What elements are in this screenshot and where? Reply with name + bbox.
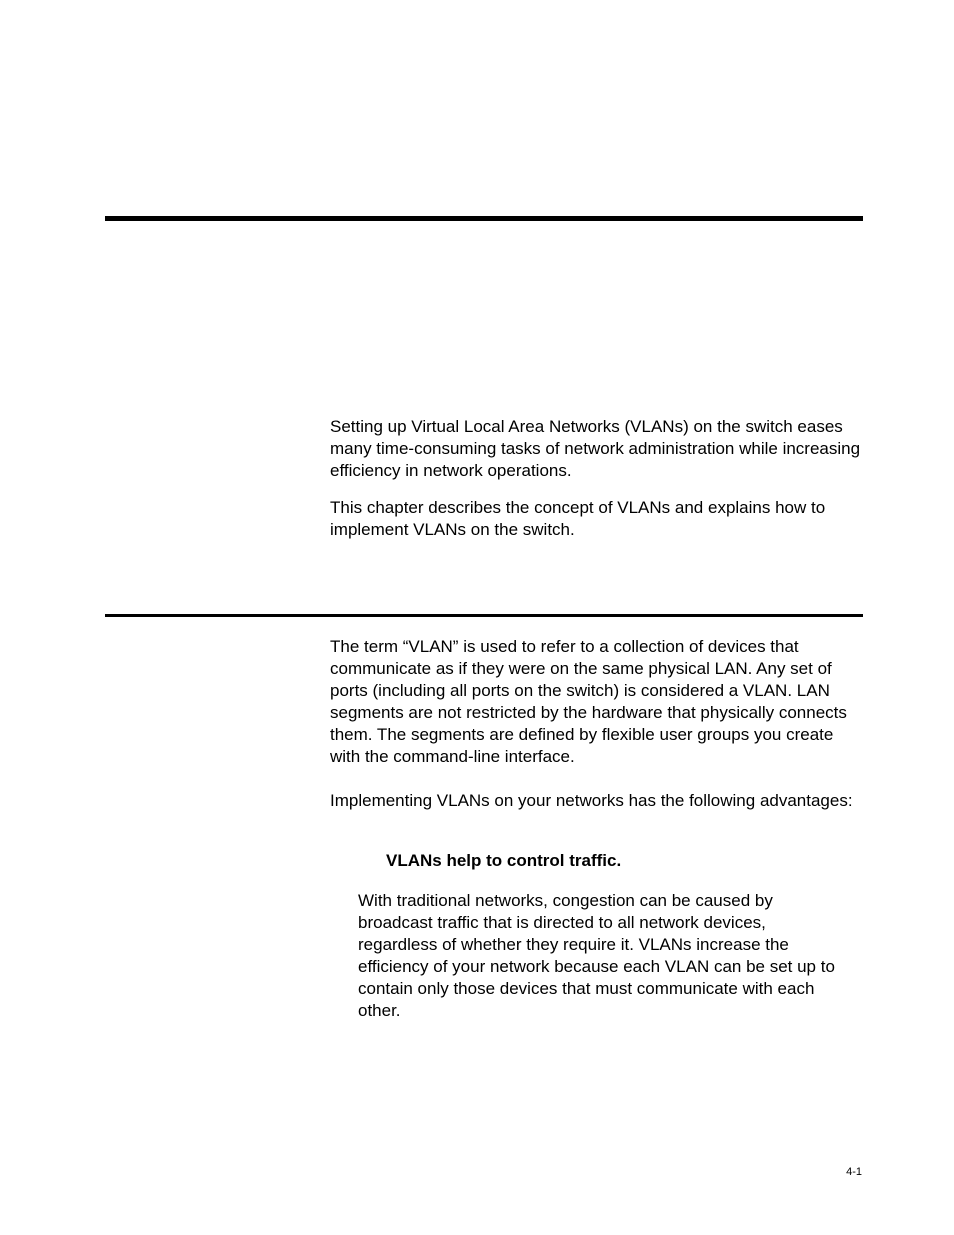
section-rule [105, 614, 863, 617]
intro-paragraph-2: This chapter describes the concept of VLANs and explains how to implement VLANs on the switch. [330, 498, 826, 539]
vlan-definition-paragraph: The term “VLAN” is used to refer to a collection of devices that communicate as if they were on the same physical LAN. Any set of ports (including all ports on the switch) is considered a VLAN. LAN segments are not restricted by the hardware that physically connects them. The segments are defined by flexible user groups you create with the command-line interface. [330, 637, 847, 766]
advantages-intro-paragraph: Implementing VLANs on your networks has the following advantages: [330, 791, 853, 810]
chapter-title-rule [105, 216, 863, 221]
advantage-body: With traditional networks, congestion can be caused by broadcast traffic that is directed to all network devices, regardless of whether they require it. VLANs increase the efficiency of your network because each VLAN can be set up to contain only those devices that must communicate with each other. [358, 891, 835, 1020]
advantage-heading: VLANs help to control traffic. [386, 851, 622, 870]
page-number: 4-1 [846, 1166, 862, 1178]
intro-paragraph-1: Setting up Virtual Local Area Networks (VLANs) on the switch eases many time-consuming tasks of network administration while increasing efficiency in network operations. [330, 417, 861, 480]
